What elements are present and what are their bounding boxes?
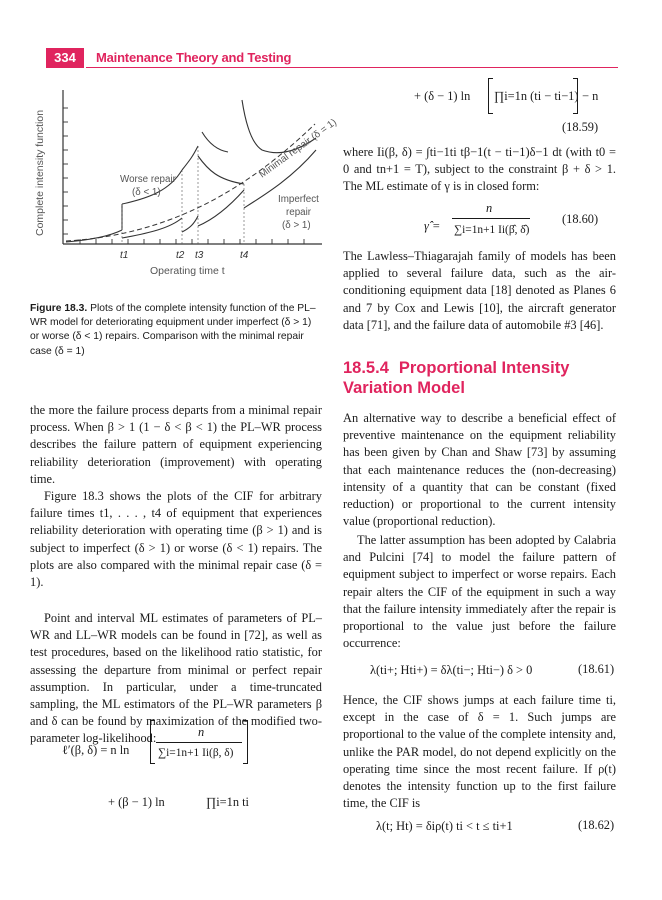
section-number: 18.5.4: [343, 359, 389, 377]
label-worse-1: Worse repair: [120, 174, 176, 185]
eq-5860-den: ∑i=1n+1 Ii(β̂, δ̂): [454, 224, 530, 236]
eq-loglik-lhs: ℓ′(β, δ) = n ln: [62, 743, 130, 757]
eq-5859-tail: − n: [582, 89, 599, 103]
lawless-paragraph: The Lawless–Thiagarajah family of models has been applied to several failure data, such as the air-conditioning equipment data [18] denoted as Planes 6 and 7 by Cox and Lewis [10], the aircraft generator data [71], and the failure data of automobile #3 [46].: [343, 249, 616, 332]
figure-cif-plot: [30, 86, 339, 286]
eq-18-61: λ(ti+; Hti+) = δλ(ti−; Hti−) δ > 0: [370, 663, 533, 677]
page-number: 334: [46, 48, 84, 68]
eq-5859-line: + (δ − 1) ln: [414, 89, 471, 103]
imperfect-repair-segment-4: [182, 146, 198, 170]
x-ticks: [80, 239, 304, 244]
header-rule: [86, 67, 618, 68]
caption-label: Figure 18.3.: [30, 303, 88, 314]
alternative-paragraph: An alternative way to describe a beneficial effect of preventive maintenance on the equipment reliability has been given by Chan and Shaw [73] by assuming that each maintenance reduces the (non-decreasing) intensity of a quantity that can be constant (fixed reduction) or proportional to the current intensity value (proportional reduction).: [343, 411, 616, 529]
section-heading: [343, 358, 616, 398]
label-imperfect-2: repair: [286, 207, 312, 218]
worse-repair-segment-2: [122, 218, 182, 238]
eq-5859-prod: ∏i=1n (ti − ti−1): [494, 89, 579, 103]
page-header: [46, 48, 618, 68]
eq-5860-num: n: [486, 201, 493, 215]
tick-label-t2: t2: [176, 250, 185, 261]
caption-text: Plots of the complete intensity function of the PL–WR model for deteriorating equipment under imperfect (δ > 1) or worse (δ < 1) repairs. Comparison with the minimal repair case (δ = 1): [30, 303, 316, 357]
imperfect-repair-segment-6: [202, 132, 228, 152]
imperfect-repair-segment-3: [198, 156, 244, 184]
latter-paragraph: The latter assumption has been adopted by Calabria and Pulcini [74] to model the failure pattern of equipment subject to imperfect or worse repairs. Each repair alters the CIF of the equipment in such a way that the failure intensity immediately after the repair is proportional to the value just before the failure occurrence:: [343, 533, 616, 651]
section-title: Proportional Intensity Variation Model: [343, 359, 570, 397]
tick-label-t3: t3: [195, 250, 204, 261]
where-paragraph: where Ii(β, δ) = ∫ti−1ti tβ−1(t − ti−1)δ−1 dt (with t0 = 0 and tn+1 = T), subject to the constraint β + δ > 1. The ML estimate of γ is in closed form:: [343, 145, 616, 194]
eq-loglik-bracket-left: [150, 720, 155, 764]
eq-5859-bracket-left: [488, 78, 493, 114]
label-worse-2: (δ < 1): [132, 187, 161, 198]
eq-5860-fraction-bar: [452, 218, 530, 219]
figure-caption: [30, 302, 322, 359]
tick-label-t1: t1: [120, 250, 129, 261]
tick-label-t4: t4: [240, 250, 249, 261]
y-axis-label: Complete intensity function: [34, 109, 46, 236]
y-ticks: [63, 108, 68, 234]
eq-loglik-prod: ∏i=1n ti: [206, 795, 250, 809]
minimal-repair-curve: [66, 124, 315, 241]
eq-number-18-61: (18.61): [578, 662, 615, 676]
eq-18-62: λ(t; Ht) = δiρ(t) ti < t ≤ ti+1: [376, 819, 513, 833]
eq-loglik-line2: + (β − 1) ln: [108, 795, 165, 809]
label-imperfect-1: Imperfect: [278, 194, 319, 205]
eq-loglik-fraction-bar: [156, 742, 242, 743]
label-minimal: Minimal repair (δ = 1): [257, 116, 339, 181]
eq-5860-lhs: γ̂ =: [424, 219, 441, 233]
label-imperfect-3: (δ > 1): [282, 220, 311, 231]
left-paragraph-1: the more the failure process departs from a minimal repair process. When β > 1 (1 − δ < β < 1) the PL–WR process describes the failure pattern of equipment experiencing reliability deterioration (improvement) with operating time.: [30, 403, 322, 486]
left-paragraph-2: Figure 18.3 shows the plots of the CIF for arbitrary failure times t1, . . . , t4 of equipment that experiences reliability deterioration with operating time (β > 1) and is subject to imperfect (δ > 1) or worse (δ < 1) repairs. The plots are also compared with the minimal repair case (δ = 1).: [30, 489, 322, 590]
eq-loglik-bracket-right: [243, 720, 248, 764]
eq-number-18-60: (18.60): [562, 212, 599, 226]
worse-repair-segment-3: [182, 216, 198, 232]
eq-number-18-59: (18.59): [562, 120, 599, 134]
left-paragraph-3: Point and interval ML estimates of parameters of PL–WR and LL–WR models can be found in [72], as well as test procedures, based on the likelihood ratio statistic, for assessing the departure from minimal or perfect repair assumption. In particular, under a time-truncated sampling, the ML estimators of the PL–WR parameters β and δ can be found by maximization of the modified two-parameter log-likelihood:: [30, 611, 322, 746]
x-axis-label: Operating time t: [150, 265, 225, 277]
eq-loglik-den: ∑i=1n+1 Ii(β, δ): [158, 747, 234, 759]
eq-loglik-num: n: [198, 725, 205, 739]
running-title: Maintenance Theory and Testing: [96, 50, 292, 65]
hence-paragraph: Hence, the CIF shows jumps at each failure time ti, except in the case of δ = 1. Such jumps are proportional to the value of the complete intensity and, unlike the PAR model, do not depend explicitly on the operating time since the most recent failure. If ρ(t) denotes the intensity function up to the first failure time, the CIF is: [343, 693, 616, 811]
eq-number-18-62: (18.62): [578, 818, 615, 832]
eq-5859-bracket-right: [573, 78, 578, 114]
